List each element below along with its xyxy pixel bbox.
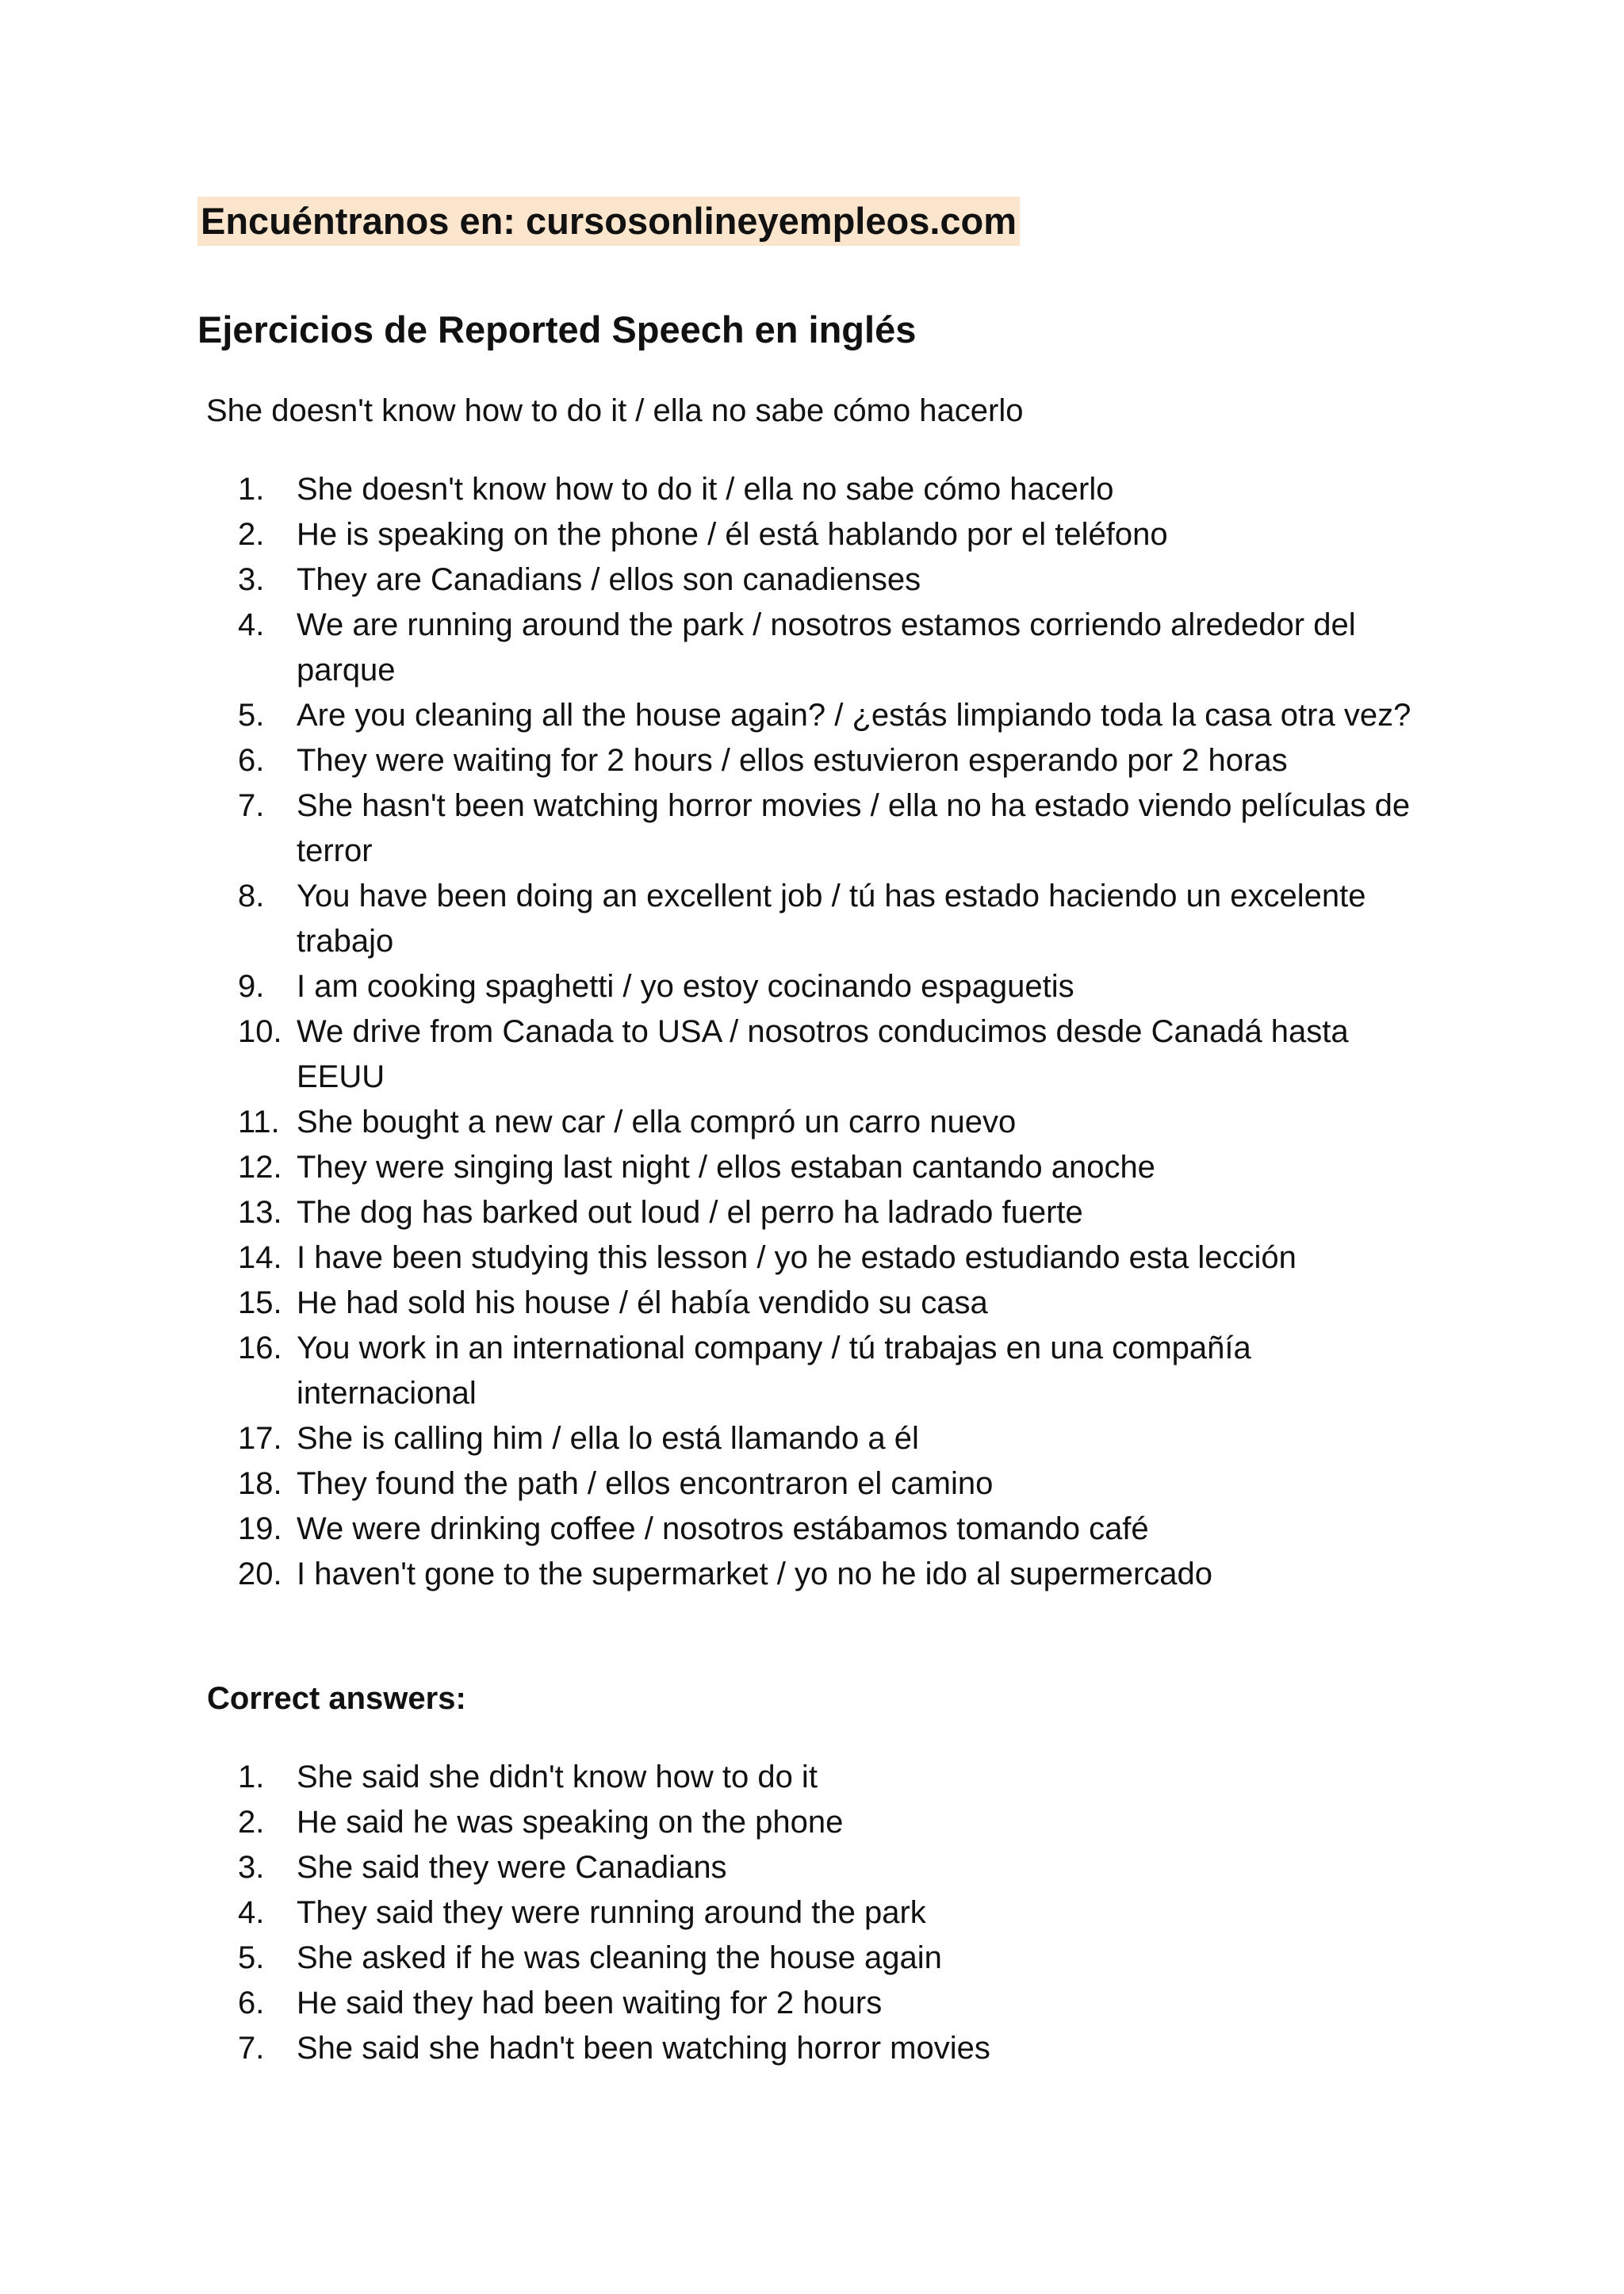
- list-item-text: He said he was speaking on the phone: [297, 1805, 844, 1840]
- exercise-item: [238, 557, 1427, 603]
- list-item-number: 2.: [238, 1805, 265, 1840]
- list-item-text: He had sold his house / él había vendido su casa: [297, 1285, 988, 1320]
- list-item-text: She doesn't know how to do it / ella no sabe cómo hacerlo: [297, 472, 1114, 507]
- list-item-text: We were drinking coffee / nosotros estábamos tomando café: [297, 1511, 1149, 1546]
- list-item-text: They were waiting for 2 hours / ellos estuvieron esperando por 2 horas: [297, 743, 1288, 778]
- list-item-text: I have been studying this lesson / yo he estado estudiando esta lección: [297, 1240, 1297, 1275]
- list-item-number: 3.: [238, 562, 265, 597]
- answers-heading: Correct answers:: [207, 1681, 466, 1716]
- exercise-item: [238, 603, 1427, 693]
- list-item-number: 20.: [238, 1557, 282, 1591]
- page-title: Ejercicios de Reported Speech en inglés: [197, 308, 917, 350]
- exercise-item: [238, 1190, 1427, 1235]
- answer-item: [238, 1981, 1427, 2026]
- list-item-number: 15.: [238, 1285, 282, 1320]
- list-item-text: She bought a new car / ella compró un carro nuevo: [297, 1105, 1017, 1139]
- list-item-text: She said she hadn't been watching horror movies: [297, 2031, 990, 2066]
- list-item-text: You work in an international company / tú trabajas en una compañía internacional: [297, 1331, 1251, 1411]
- list-item-text: Are you cleaning all the house again? / ¿estás limpiando toda la casa otra vez?: [297, 698, 1411, 733]
- list-item-number: 2.: [238, 517, 265, 552]
- exercise-item: [238, 738, 1427, 783]
- list-item-text: They were singing last night / ellos estaban cantando anoche: [297, 1150, 1155, 1185]
- intro-sentence: She doesn't know how to do it / ella no sabe cómo hacerlo: [206, 393, 1024, 428]
- list-item-number: 16.: [238, 1331, 282, 1365]
- list-item-number: 4.: [238, 607, 265, 642]
- list-item-text: You have been doing an excellent job / tú has estado haciendo un excelente trabajo: [297, 879, 1366, 959]
- site-banner: Encuéntranos en: cursosonlineyempleos.com: [197, 197, 1020, 246]
- list-item-number: 17.: [238, 1421, 282, 1456]
- exercise-item: [238, 1235, 1427, 1281]
- exercise-item: [238, 1326, 1427, 1416]
- list-item-text: She asked if he was cleaning the house again: [297, 1940, 942, 1975]
- exercise-item: [238, 1100, 1427, 1145]
- answer-item: [238, 1890, 1427, 1936]
- list-item-number: 9.: [238, 969, 265, 1004]
- list-item-number: 11.: [238, 1105, 280, 1139]
- list-item-text: They said they were running around the park: [297, 1895, 926, 1930]
- list-item-number: 19.: [238, 1511, 282, 1546]
- list-item-number: 1.: [238, 1760, 265, 1794]
- list-item-number: 7.: [238, 2031, 265, 2066]
- list-item-number: 6.: [238, 1986, 265, 2020]
- exercise-list: [238, 467, 1427, 1597]
- list-item-number: 4.: [238, 1895, 265, 1930]
- list-item-text: He is speaking on the phone / él está hablando por el teléfono: [297, 517, 1168, 552]
- list-item-number: 14.: [238, 1240, 282, 1275]
- answer-item: [238, 1755, 1427, 1800]
- list-item-number: 5.: [238, 698, 265, 733]
- list-item-text: They found the path / ellos encontraron el camino: [297, 1466, 994, 1501]
- list-item-text: They are Canadians / ellos son canadienses: [297, 562, 921, 597]
- exercise-item: [238, 783, 1427, 874]
- answer-item: [238, 1845, 1427, 1890]
- list-item-text: We drive from Canada to USA / nosotros conducimos desde Canadá hasta EEUU: [297, 1014, 1349, 1094]
- exercise-item: [238, 1461, 1427, 1507]
- list-item-text: She said they were Canadians: [297, 1850, 727, 1885]
- list-item-text: She is calling him / ella lo está llamando a él: [297, 1421, 919, 1456]
- list-item-number: 18.: [238, 1466, 282, 1501]
- list-item-text: I am cooking spaghetti / yo estoy cocinando espaguetis: [297, 969, 1074, 1004]
- exercise-item: [238, 874, 1427, 964]
- list-item-number: 1.: [238, 472, 265, 507]
- list-item-number: 6.: [238, 743, 265, 778]
- list-item-number: 3.: [238, 1850, 265, 1885]
- answer-item: [238, 2026, 1427, 2071]
- list-item-number: 7.: [238, 788, 265, 823]
- exercise-item: [238, 1145, 1427, 1190]
- list-item-number: 10.: [238, 1014, 282, 1049]
- answers-list: [238, 1755, 1427, 2071]
- list-item-text: We are running around the park / nosotros estamos corriendo alrededor del parque: [297, 607, 1356, 687]
- exercise-item: [238, 1552, 1427, 1597]
- exercise-item: [238, 1416, 1427, 1461]
- list-item-number: 8.: [238, 879, 265, 913]
- exercise-item: [238, 1281, 1427, 1326]
- list-item-text: I haven't gone to the supermarket / yo no he ido al supermercado: [297, 1557, 1212, 1591]
- exercise-item: [238, 512, 1427, 557]
- list-item-text: He said they had been waiting for 2 hours: [297, 1986, 883, 2020]
- list-item-number: 13.: [238, 1195, 282, 1230]
- answer-item: [238, 1936, 1427, 1981]
- list-item-number: 5.: [238, 1940, 265, 1975]
- exercise-item: [238, 964, 1427, 1009]
- list-item-text: She hasn't been watching horror movies / ella no ha estado viendo películas de terror: [297, 788, 1411, 868]
- exercise-item: [238, 1507, 1427, 1552]
- answer-item: [238, 1800, 1427, 1845]
- exercise-item: [238, 1009, 1427, 1100]
- list-item-number: 12.: [238, 1150, 282, 1185]
- list-item-text: The dog has barked out loud / el perro ha ladrado fuerte: [297, 1195, 1083, 1230]
- list-item-text: She said she didn't know how to do it: [297, 1760, 818, 1794]
- exercise-item: [238, 467, 1427, 512]
- exercise-item: [238, 693, 1427, 738]
